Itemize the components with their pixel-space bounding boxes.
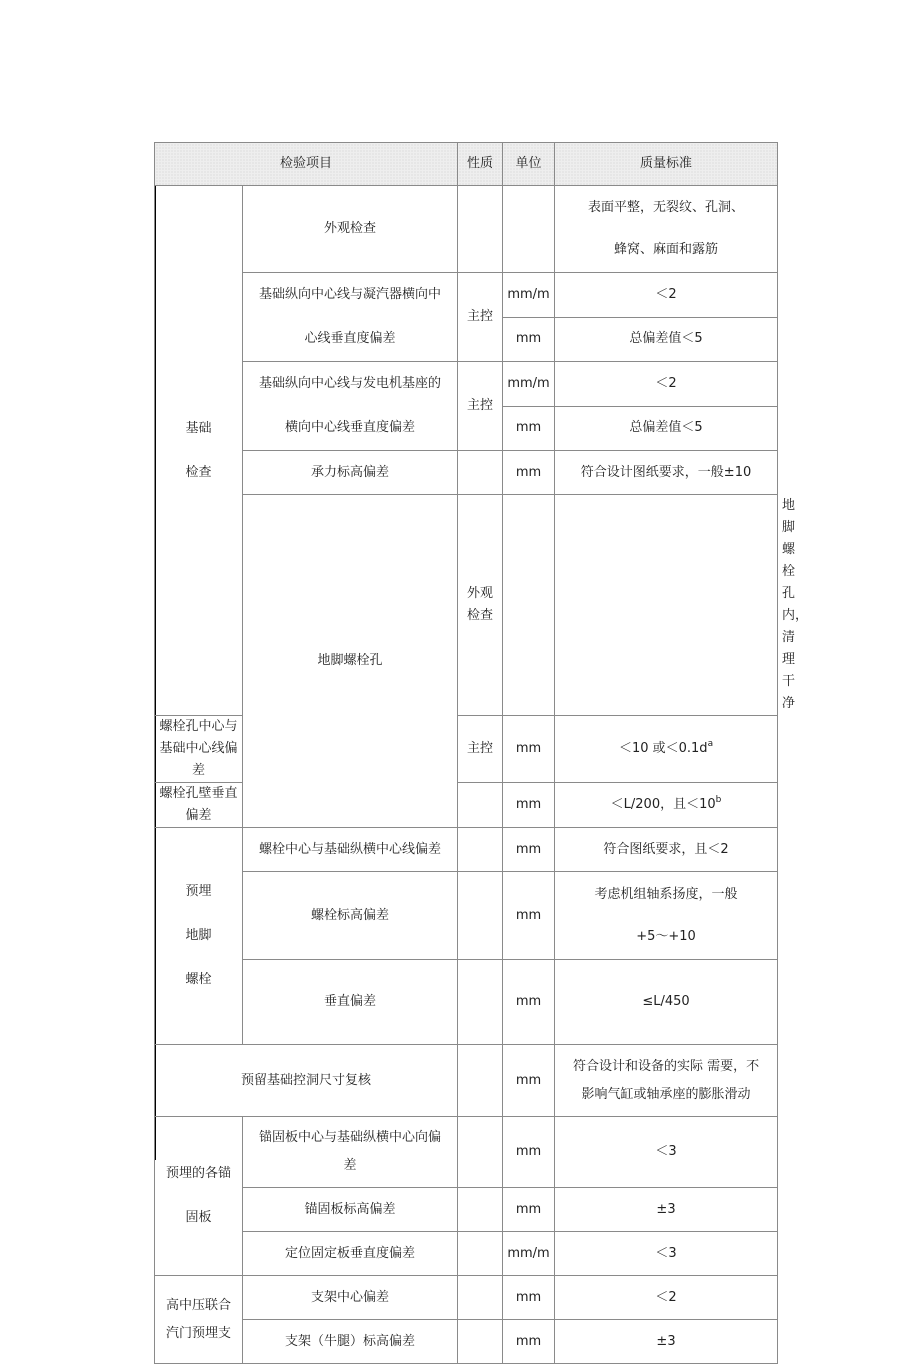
standard-cell: 符合设计和设备的实际 需要，不 影响气缸或轴承座的膨胀滑动	[555, 1045, 778, 1117]
item-cell: 预留基础控洞尺寸复核	[155, 1045, 458, 1117]
item-cell: 螺栓孔中心与基础中心线偏差	[155, 716, 243, 783]
standard-cell: ±3	[555, 1188, 778, 1232]
unit-cell: mm	[503, 406, 555, 451]
item-cell: 锚固板标高偏差	[243, 1188, 458, 1232]
item-cell: 锚固板中心与基础纵横中心向偏 差	[243, 1117, 458, 1188]
item-cell: 支架（牛腿）标高偏差	[243, 1320, 458, 1364]
table-row: 地脚螺栓孔 外观检查 地脚螺栓孔内，清理干净	[155, 495, 778, 716]
header-nature: 性质	[458, 143, 503, 186]
table-row	[155, 1045, 778, 1117]
standard-cell: ＜2	[555, 1276, 778, 1320]
standard-cell: ＜3	[555, 1117, 778, 1188]
standard-cell: ＜2	[555, 273, 778, 318]
nature-cell: 主控	[458, 273, 503, 362]
unit-cell: mm	[503, 317, 555, 362]
nature-cell: 主控	[458, 362, 503, 451]
standard-cell: 考虑机组轴系扬度，一般 +5～+10	[555, 872, 778, 960]
standard-cell: 总偏差值＜5	[555, 317, 778, 362]
item-cell: 螺栓标高偏差	[243, 872, 458, 960]
unit-cell: mm	[503, 872, 555, 960]
nature-cell	[458, 783, 503, 828]
group-label-anchor-holes: 地脚螺栓孔	[243, 495, 458, 828]
unit-cell: mm	[503, 783, 555, 828]
quality-inspection-table	[154, 142, 809, 1364]
unit-cell: mm	[503, 451, 555, 495]
standard-cell: ＜10 或$<0.1d^a$	[555, 716, 778, 783]
nature-cell	[458, 872, 503, 960]
item-cell: 基础纵向中心线与发电机基座的 横向中心线垂直度偏差	[243, 362, 458, 451]
nature-cell	[458, 1045, 503, 1117]
table-row	[155, 960, 778, 1045]
standard-cell: ±3	[555, 1320, 778, 1364]
group-label-embedded-bolts: 预埋 地脚 螺栓	[155, 828, 243, 1045]
table-row	[155, 186, 778, 273]
table-row	[155, 1232, 778, 1276]
item-cell: 外观检查	[458, 495, 503, 716]
group-label-valve-supports: 高中压联合 汽门预埋支	[155, 1276, 243, 1364]
unit-cell: mm	[503, 960, 555, 1045]
nature-cell	[458, 1320, 503, 1364]
nature-cell	[458, 960, 503, 1045]
nature-cell	[458, 1232, 503, 1276]
standard-cell: ＜L/200，且$<10^b$	[555, 783, 778, 828]
item-cell: 承力标高偏差	[243, 451, 458, 495]
table-row	[155, 451, 778, 495]
unit-cell: mm/m	[503, 362, 555, 407]
standard-cell: 表面平整，无裂纹、孔洞、 蜂窝、麻面和露筋	[555, 186, 778, 273]
standard-cell: ＜3	[555, 1232, 778, 1276]
table-row	[155, 1320, 778, 1364]
group-label-foundation: 基础 检查	[155, 186, 243, 716]
nature-cell	[458, 1188, 503, 1232]
header-unit: 单位	[503, 143, 555, 186]
table-row	[155, 273, 778, 318]
item-cell: 基础纵向中心线与凝汽器横向中 心线垂直度偏差	[243, 273, 458, 362]
table-row	[155, 1117, 778, 1188]
unit-cell: mm	[503, 1276, 555, 1320]
unit-cell: mm	[503, 1188, 555, 1232]
table-row	[155, 872, 778, 960]
standard-cell: 总偏差值＜5	[555, 406, 778, 451]
unit-cell: mm	[503, 1117, 555, 1188]
item-cell: 定位固定板垂直度偏差	[243, 1232, 458, 1276]
standard-cell: ≤L/450	[555, 960, 778, 1045]
unit-cell: mm	[503, 1045, 555, 1117]
nature-cell	[458, 1117, 503, 1188]
nature-cell: 主控	[458, 716, 503, 783]
unit-cell: mm/m	[503, 273, 555, 318]
nature-cell	[458, 828, 503, 872]
item-cell: 外观检查	[243, 186, 458, 273]
unit-cell: mm	[503, 828, 555, 872]
item-cell: 螺栓中心与基础纵横中心线偏差	[243, 828, 458, 872]
table-row	[155, 1188, 778, 1232]
table-row	[155, 828, 778, 872]
group-label-anchor-plates: 预埋的各锚 固板	[155, 1117, 243, 1276]
item-cell: 支架中心偏差	[243, 1276, 458, 1320]
unit-cell: mm	[503, 716, 555, 783]
nature-cell	[503, 495, 555, 716]
unit-cell: mm/m	[503, 1232, 555, 1276]
standard-cell: ＜2	[555, 362, 778, 407]
header-standard: 质量标准	[555, 143, 778, 186]
table-header-row	[155, 143, 778, 186]
nature-cell	[458, 451, 503, 495]
header-item: 检验项目	[155, 143, 458, 186]
standard-cell: 符合设计图纸要求，一般±10	[555, 451, 778, 495]
unit-cell	[503, 186, 555, 273]
nature-cell	[458, 1276, 503, 1320]
unit-cell: mm	[503, 1320, 555, 1364]
unit-cell	[555, 495, 778, 716]
nature-cell	[458, 186, 503, 273]
standard-cell: 符合图纸要求，且＜2	[555, 828, 778, 872]
table-row	[155, 1276, 778, 1320]
table-row	[155, 362, 778, 407]
item-cell: 螺栓孔壁垂直偏差	[155, 783, 243, 828]
item-cell: 垂直偏差	[243, 960, 458, 1045]
